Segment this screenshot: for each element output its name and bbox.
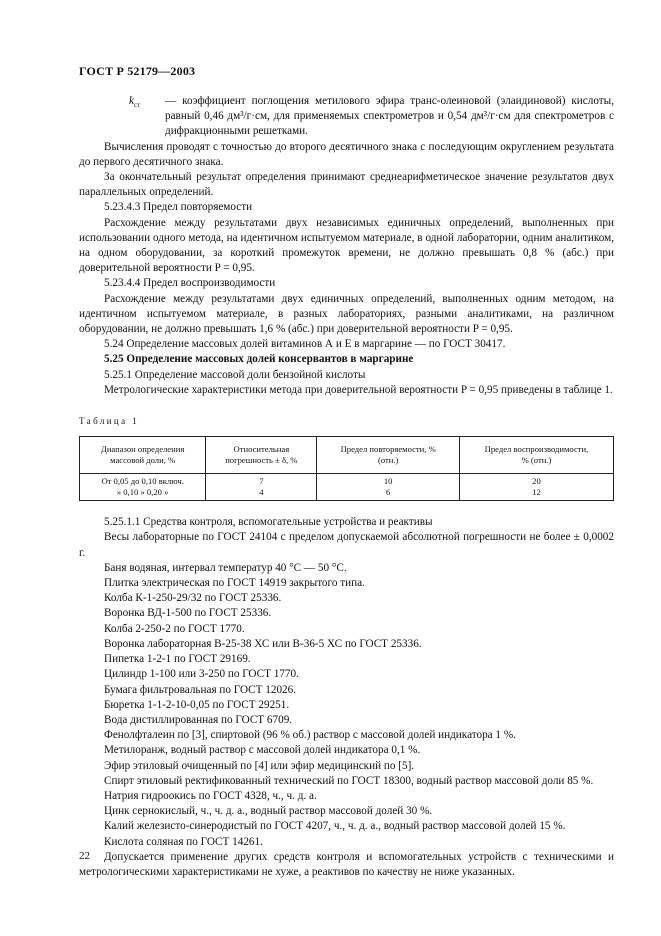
paragraph-metrology: Метрологические характеристики метода при доверительной вероятности P = 0,95 приведены в таблице 1.	[104, 383, 613, 396]
table-cell-error: 7 4	[206, 474, 317, 501]
list-item: Эфир этиловый очищенный по [4] или эфир медицинский по [5].	[104, 759, 415, 772]
section-5-23-4-4: 5.23.4.4 Предел воспроизводимости	[104, 277, 276, 290]
table-row	[80, 474, 614, 501]
list-item: Цинк сернокислый, ч., ч. д. а., водный раствор массовой долей 30 %.	[104, 805, 433, 818]
list-item: Бюретка 1-1-2-10-0,05 по ГОСТ 29251.	[104, 698, 290, 711]
coefficient-text: — коэффициент поглощения метилового эфира транс-олеиновой (элаидиновой) кислоты, равный 0,46 дм³/г·см, для применяемых спектрометров и 0,54 дм³/г·см для спектрометров с дифракционными решетками.	[165, 95, 614, 138]
list-item: Фенолфталеин по [3], спиртовой (96 % об.) раствор с массовой долей индикатора 1 %.	[104, 729, 516, 742]
paragraph-final: За окончательный результат определения принимают среднеарифметическое значение результатов двух параллельных определений.	[79, 171, 614, 199]
list-item: Колба К-1-250-29/32 по ГОСТ 25336.	[104, 592, 282, 605]
list-item: Спирт этиловый ректификованный технический по ГОСТ 18300, водный раствор массовой доли 85 %.	[104, 774, 594, 787]
section-5-25-1-1: 5.25.1.1 Средства контроля, вспомогательные устройства и реактивы	[104, 516, 433, 529]
list-item: Пипетка 1-2-1 по ГОСТ 29169.	[104, 653, 251, 666]
table-cell-range: От 0,05 до 0,10 включ. » 0,10 » 0,20 »	[80, 474, 206, 501]
list-item: Допускается применение других средств контроля и вспомогательных устройств с техническими и метрологическими характеристиками не хуже, а реактивов по качеству не ниже указанных.	[79, 850, 614, 878]
list-item: Воронка лабораторная В-25-38 ХС или В-36-5 ХС по ГОСТ 25336.	[104, 637, 422, 650]
section-5-24: 5.24 Определение массовых долей витаминов А и Е в маргарине — по ГОСТ 30417.	[104, 338, 506, 351]
table-header-cell: Относительная погрешность ± δ, %	[206, 437, 317, 474]
coefficient-symbol: $k_{ст}$	[129, 95, 141, 110]
table-header-row	[80, 437, 614, 474]
list-item: Бумага фильтровальная по ГОСТ 12026.	[104, 683, 297, 696]
list-item: Колба 2-250-2 по ГОСТ 1770.	[104, 622, 245, 635]
coefficient-definition	[129, 94, 614, 140]
table-header-cell: Предел воспроизводимости, % (отн.)	[459, 437, 613, 474]
table-cell-reproducibility: 20 12	[459, 474, 613, 501]
list-item: Плитка электрическая по ГОСТ 14919 закрытого типа.	[104, 577, 365, 590]
paragraph-calc: Вычисления проводят с точностью до второго десятичного знака с последующим округлением результата до первого десятичного знака.	[79, 140, 614, 168]
paragraph-repeatability: Расхождение между результатами двух независимых единичных определений, выполненных при использовании одного метода, на идентичном испытуемом материале, в одной лаборатории, одним аналитиком, на одном оборудовании, за короткий промежуток времени, не должно превышать 0,8 % (абс.) при доверительной вероятности P = 0,95.	[79, 216, 614, 275]
section-5-25: 5.25 Определение массовых долей консервантов в маргарине	[104, 353, 414, 366]
table-cell-repeatability: 10 6	[317, 474, 459, 501]
table-header-cell: Диапазон определения массовой доли, %	[80, 437, 206, 474]
equipment-list	[79, 530, 614, 880]
list-item: Баня водяная, интервал температур 40 °С — 50 °С.	[104, 561, 347, 574]
table-caption: Таблица 1	[79, 416, 140, 427]
document-body	[79, 94, 614, 880]
list-item: Весы лабораторные по ГОСТ 24104 с пределом допускаемой абсолютной погрешности не более ± 0,0002 г.	[79, 531, 614, 559]
list-item: Цилиндр 1-100 или 3-250 по ГОСТ 1770.	[104, 668, 299, 681]
list-item: Вода дистиллированная по ГОСТ 6709.	[104, 713, 293, 726]
list-item: Метилоранж, водный раствор с массовой долей индикатора 0,1 %.	[104, 744, 421, 757]
section-5-23-4-3: 5.23.4.3 Предел повторяемости	[104, 201, 253, 214]
list-item: Натрия гидроокись по ГОСТ 4328, ч., ч. д. а.	[104, 789, 317, 802]
page-number: 22	[79, 850, 90, 862]
document-header: ГОСТ Р 52179—2003	[79, 64, 196, 78]
list-item: Воронка ВД-1-500 по ГОСТ 25336.	[104, 607, 272, 620]
table-header-cell: Предел повторяемости, % (отн.)	[317, 437, 459, 474]
metrology-table	[79, 436, 614, 501]
list-item: Кислота соляная по ГОСТ 14261.	[104, 835, 263, 848]
list-item: Калий железисто-синеродистый по ГОСТ 4207, ч., ч. д. а., водный раствор массовой долей 15 %.	[104, 820, 566, 833]
paragraph-reproducibility: Расхождение между результатами двух единичных определений, выполненных одним методом, на идентичном испытуемом материале, в разных лабораториях, разными аналитиками, на различном оборудовании, не должно превышать 1,6 % (абс.) при доверительной вероятности P = 0,95.	[79, 292, 614, 336]
section-5-25-1: 5.25.1 Определение массовой доли бензойной кислоты	[104, 368, 366, 381]
